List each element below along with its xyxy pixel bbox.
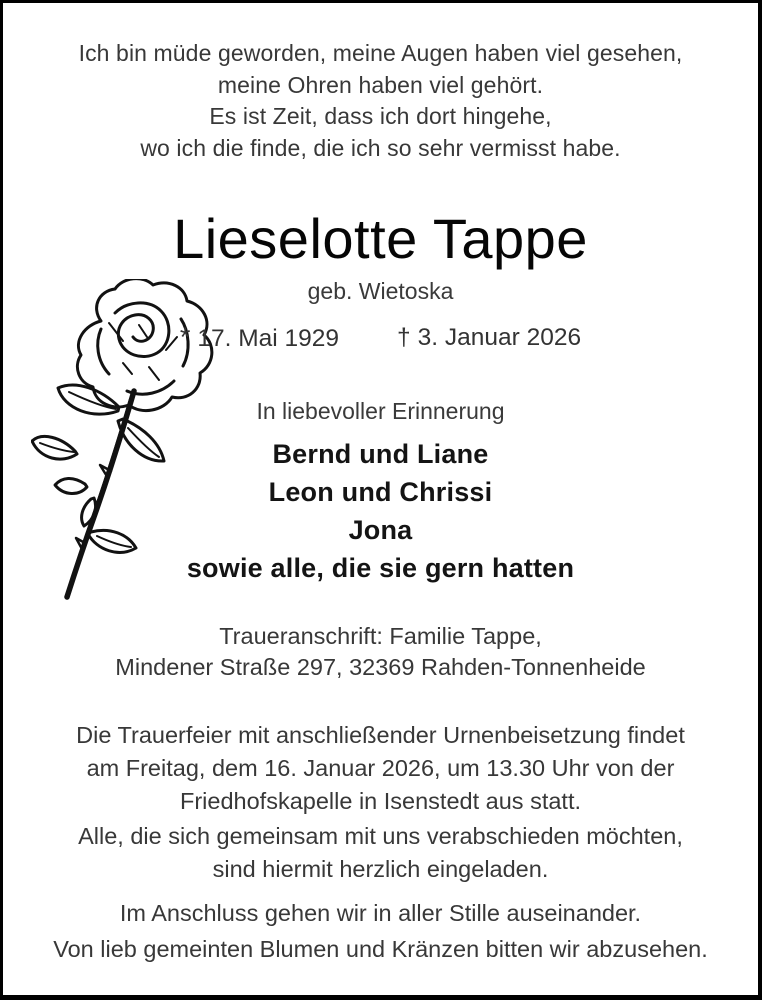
death-date-text: 3. Januar 2026 [417, 324, 582, 351]
address-line: Traueranschrift: Familie Tappe, [219, 623, 542, 649]
service-line: am Freitag, dem 16. Januar 2026, um 13.30 Uhr von der [86, 755, 675, 781]
death-cross-icon: † [397, 324, 411, 351]
service-line: Die Trauerfeier mit anschließender Urnenbeisetzung findet [76, 722, 685, 748]
deceased-name: Lieselotte Tappe [173, 207, 588, 270]
memorial-heading: In liebevoller Erinnerung [256, 398, 505, 424]
mourner-line: Leon und Chrissi [268, 477, 493, 507]
verse-line: Ich bin müde geworden, meine Augen haben viel gesehen, [78, 40, 683, 66]
invitation-line: sind hiermit herzlich eingeladen. [212, 856, 549, 882]
funeral-details [3, 719, 758, 818]
opening-verse [3, 3, 758, 164]
service-line: Friedhofskapelle in Isenstedt aus statt. [179, 788, 582, 814]
mourner-line: sowie alle, die sie gern hatten [186, 553, 575, 583]
invitation-note [3, 820, 758, 886]
obituary-card [3, 3, 758, 995]
birth-date-text: 17. Mai 1929 [197, 325, 340, 352]
closing-note: Im Anschluss gehen wir in aller Stille auseinander. [119, 900, 642, 926]
birth-date [180, 321, 339, 355]
maiden-name: geb. Wietoska [307, 278, 454, 304]
birth-star-icon: * [179, 322, 191, 352]
mourner-line: Bernd und Liane [272, 439, 489, 469]
verse-line: Es ist Zeit, dass ich dort hingehe, [209, 103, 552, 129]
mourners-list [3, 435, 758, 587]
flowers-note: Von lieb gemeinten Blumen und Kränzen bitten wir abzusehen. [53, 936, 708, 962]
death-date [397, 321, 581, 355]
address-line: Mindener Straße 297, 32369 Rahden-Tonnenheide [115, 654, 646, 680]
condolence-address [3, 621, 758, 683]
mourner-line: Jona [348, 515, 413, 545]
life-dates [3, 321, 758, 355]
invitation-line: Alle, die sich gemeinsam mit uns verabschieden möchten, [78, 823, 683, 849]
verse-line: wo ich die finde, die ich so sehr vermisst habe. [140, 134, 621, 161]
verse-line: meine Ohren haben viel gehört. [217, 71, 544, 98]
